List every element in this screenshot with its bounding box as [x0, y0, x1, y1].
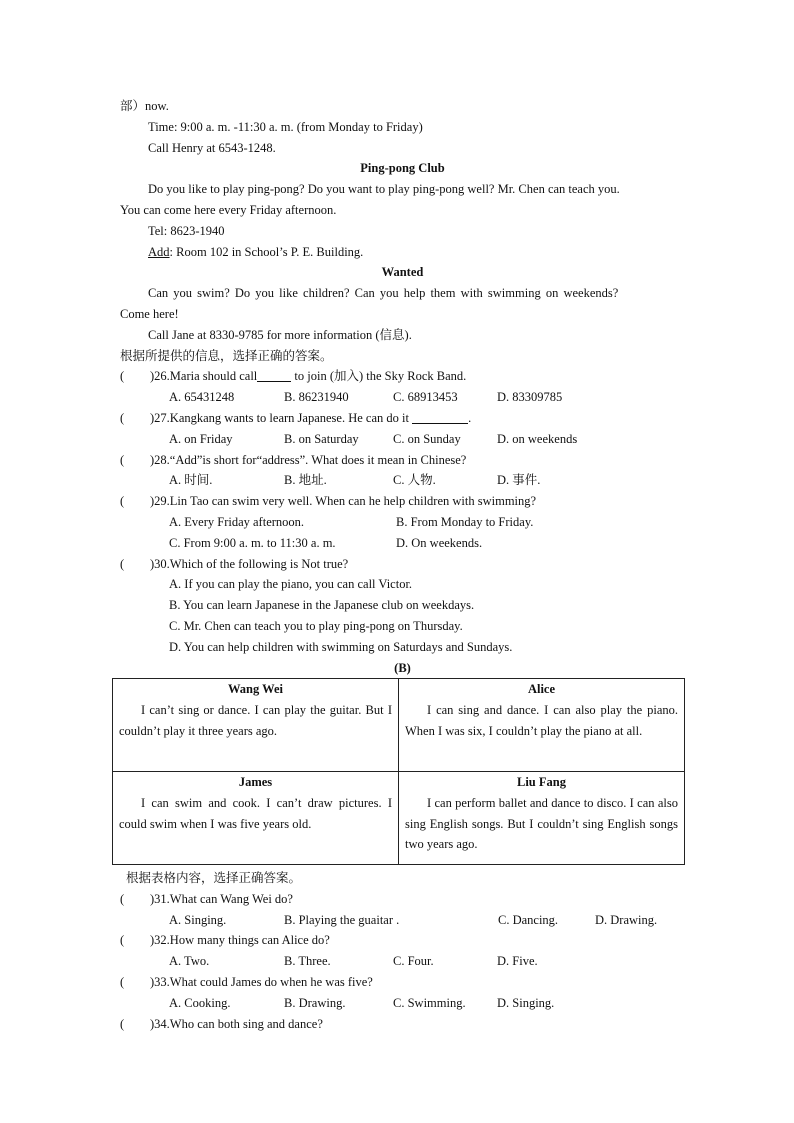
- option-c: C. on Sunday: [393, 431, 461, 446]
- option-b: B. 86231940: [284, 390, 349, 405]
- pingpong-address: [120, 242, 685, 263]
- option-d: D. Singing.: [497, 995, 555, 1010]
- answer-blank: [412, 410, 468, 424]
- option-c: C. From 9:00 a. m. to 11:30 a. m.: [169, 535, 336, 550]
- intro-time: Time: 9:00 a. m. -11:30 a. m. (from Monday to Friday): [148, 119, 423, 134]
- option-a: A. on Friday: [169, 431, 233, 446]
- table-cell: [399, 772, 685, 865]
- option-a: A. Every Friday afternoon.: [169, 514, 305, 529]
- question-34: ( )34.Who can both sing and dance?: [120, 1016, 323, 1031]
- section-b-label: (B): [394, 660, 411, 675]
- document-page-top: [120, 96, 685, 678]
- question-26-options: [120, 387, 685, 408]
- option-c: C. 68913453: [393, 390, 458, 405]
- option-a: A. 65431248: [169, 390, 235, 405]
- option-a: A. Cooking.: [169, 995, 231, 1010]
- person-name: Alice: [527, 682, 556, 696]
- pingpong-title: Ping-pong Club: [360, 161, 445, 176]
- add-label: Add: [148, 244, 170, 259]
- person-name: Liu Fang: [517, 775, 566, 789]
- answer-paren: (: [120, 369, 125, 384]
- question-32: ( )32.How many things can Alice do?: [120, 933, 330, 948]
- option-d: D. Drawing.: [595, 912, 658, 927]
- question-31-options: [120, 910, 685, 931]
- option-a: A. 时间.: [169, 473, 213, 488]
- question-27-options: [120, 429, 685, 450]
- question-32-options: [120, 951, 685, 972]
- option-c: C. Four.: [393, 954, 434, 969]
- section-b-instruction: 根据表格内容，选择正确答案。: [126, 871, 302, 885]
- option-c: C. Swimming.: [393, 995, 466, 1010]
- question-29: ( )29.Lin Tao can swim very well. When can he help children with swimming?: [120, 494, 537, 509]
- table-cell: [113, 679, 399, 772]
- people-table: [112, 678, 685, 865]
- question-27: ( )27.Kangkang wants to learn Japanese. He can do it .: [120, 410, 472, 425]
- add-rest: : Room 102 in School’s P. E. Building.: [169, 244, 364, 259]
- option-b: B. 地址.: [284, 473, 327, 488]
- section-a-instruction: 根据所提供的信息，选择正确的答案。: [120, 348, 333, 363]
- wanted-title: Wanted: [381, 265, 424, 280]
- option-b: B. on Saturday: [284, 431, 359, 446]
- pingpong-p2: You can come here every Friday afternoon.: [120, 202, 337, 217]
- person-name: Wang Wei: [228, 682, 283, 696]
- person-name: James: [238, 775, 273, 789]
- intro-line: 部）now.: [120, 99, 169, 113]
- option-b: B. Three.: [284, 954, 331, 969]
- question-26: ( )26.Maria should call to join (加入) the Sky Rock Band.: [120, 366, 685, 387]
- question-30-option-a: A. If you can play the piano, you can call Victor.: [169, 577, 413, 592]
- question-30: ( )30.Which of the following is Not true?: [120, 556, 349, 571]
- option-a: A. Two.: [169, 954, 210, 969]
- option-b: B. Playing the guaitar .: [284, 912, 400, 927]
- question-29-options-row1: [120, 512, 685, 533]
- question-28: ( )28.“Add”is short for“address”. What does it mean in Chinese?: [120, 452, 467, 467]
- option-d: D. 83309785: [497, 390, 563, 405]
- question-28-options: [120, 470, 685, 491]
- option-c: C. 人物.: [393, 473, 436, 488]
- table-cell: [399, 679, 685, 772]
- pingpong-tel: Tel: 8623-1940: [148, 223, 225, 238]
- question-33-options: [120, 993, 685, 1014]
- pingpong-p1: Do you like to play ping-pong? Do you want to play ping-pong well? Mr. Chen can teach you.: [148, 182, 620, 197]
- question-31: ( )31.What can Wang Wei do?: [120, 891, 293, 906]
- question-29-options-row2: [120, 533, 685, 554]
- option-d: D. on weekends: [497, 431, 578, 446]
- person-text: I can swim and cook. I can’t draw pictures. I could swim when I was five years old.: [119, 795, 392, 831]
- answer-blank: [257, 368, 291, 382]
- option-b: B. Drawing.: [284, 995, 346, 1010]
- question-33: ( )33.What could James do when he was five?: [120, 974, 373, 989]
- person-text: I can sing and dance. I can also play the piano. When I was six, I couldn’t play the piano at all.: [405, 702, 678, 738]
- table-cell: [113, 772, 399, 865]
- document-page-bottom: [120, 868, 685, 1034]
- question-30-option-b: B. You can learn Japanese in the Japanese club on weekdays.: [169, 598, 475, 613]
- option-d: D. Five.: [497, 954, 538, 969]
- wanted-p2: Come here!: [120, 306, 179, 321]
- option-c: C. Dancing.: [498, 912, 559, 927]
- person-text: I can’t sing or dance. I can play the guitar. But I couldn’t play it three years ago.: [119, 702, 392, 738]
- option-d: D. 事件.: [497, 473, 541, 488]
- wanted-p1: Can you swim? Do you like children? Can you help them with swimming on weekends?: [148, 286, 619, 301]
- option-d: D. On weekends.: [396, 535, 483, 550]
- option-b: B. From Monday to Friday.: [396, 514, 534, 529]
- option-a: A. Singing.: [169, 912, 227, 927]
- person-text: I can perform ballet and dance to disco. I can also sing English songs. But I couldn’t sing English songs two years ago.: [405, 795, 678, 852]
- wanted-call: Call Jane at 8330-9785 for more information (信息).: [148, 327, 412, 342]
- question-30-option-c: C. Mr. Chen can teach you to play ping-pong on Thursday.: [169, 618, 463, 633]
- question-30-option-d: D. You can help children with swimming on Saturdays and Sundays.: [169, 639, 513, 654]
- intro-call: Call Henry at 6543-1248.: [148, 140, 276, 155]
